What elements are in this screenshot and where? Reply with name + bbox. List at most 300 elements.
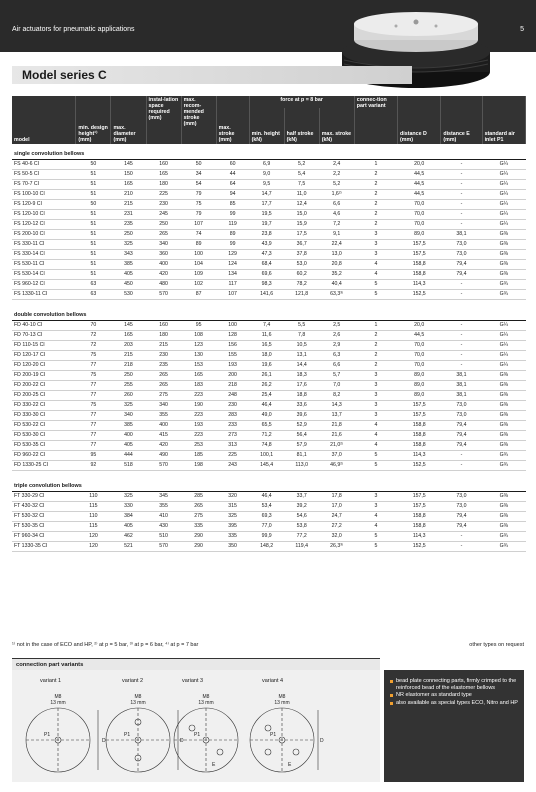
col-header-4: max. recom-mended stroke (mm) (181, 96, 216, 144)
table-cell: 25,4 (249, 390, 284, 400)
table-cell: 68,4 (249, 259, 284, 269)
connection-parts-title-bar (12, 658, 380, 670)
table-cell: 63 (76, 279, 111, 289)
table-cell: FS 200-10 CI (12, 229, 76, 239)
table-cell: FD 530-30 CI (12, 430, 76, 440)
table-cell: 2 (354, 219, 397, 229)
table-cell: 145 (111, 320, 146, 330)
table-cell: - (441, 531, 482, 541)
table-cell: 70,0 (398, 340, 441, 350)
table-cell: 54 (181, 179, 216, 189)
table-cell: FD 530-35 CI (12, 440, 76, 450)
table-cell: FS 330-11 CI (12, 239, 76, 249)
table-cell: 5 (354, 289, 397, 299)
table-cell: FS 960-12 CI (12, 279, 76, 289)
table-cell: 22,4 (319, 239, 354, 249)
table-cell: 107 (181, 219, 216, 229)
table-cell: 157,5 (398, 501, 441, 511)
table-row (12, 380, 526, 390)
table-cell: 8,2 (319, 390, 354, 400)
table-cell: 198 (181, 460, 216, 470)
table-cell: 190 (181, 400, 216, 410)
table-cell: 23,8 (249, 229, 284, 239)
table-cell: 70,0 (398, 199, 441, 209)
table-cell: 64 (216, 179, 249, 189)
table-cell: 223 (181, 410, 216, 420)
table-cell: G¼ (482, 199, 525, 209)
table-cell: 235 (146, 360, 181, 370)
table-cell: 225 (146, 189, 181, 199)
table-cell: 54,6 (284, 511, 319, 521)
table-cell: 400 (146, 420, 181, 430)
table-cell: 2,4 (319, 159, 354, 169)
table-cell: 13,1 (284, 350, 319, 360)
table-cell: 74,8 (249, 440, 284, 450)
table-cell: 5,2 (284, 159, 319, 169)
table-cell: 100 (216, 320, 249, 330)
table-cell: 165 (111, 330, 146, 340)
table-cell: 51 (76, 189, 111, 199)
table-cell: 400 (146, 259, 181, 269)
table-cell: 77 (76, 440, 111, 450)
table-row (12, 460, 526, 470)
table-cell: 250 (111, 229, 146, 239)
table-cell: 4 (354, 259, 397, 269)
table-row (12, 501, 526, 511)
table-cell: 36,7 (284, 239, 319, 249)
table-cell: 117 (216, 279, 249, 289)
table-cell: G⅜ (482, 511, 525, 521)
table-cell: 60,2 (284, 269, 319, 279)
table-cell: 43,9 (249, 239, 284, 249)
table-cell: 3 (354, 491, 397, 501)
table-header-row-2 (12, 108, 526, 144)
table-cell: 51 (76, 219, 111, 229)
table-row (12, 450, 526, 460)
table-cell: 78,2 (284, 279, 319, 289)
table-cell: FD 1330-25 CI (12, 460, 76, 470)
table-cell: 450 (111, 279, 146, 289)
table-cell: 415 (146, 430, 181, 440)
table-cell: 53,0 (284, 259, 319, 269)
table-cell: G⅜ (482, 380, 525, 390)
table-cell: 51 (76, 239, 111, 249)
table-cell: 35,2 (319, 269, 354, 279)
table-cell: - (441, 179, 482, 189)
table-cell: 405 (111, 440, 146, 450)
table-cell: G¼ (482, 189, 525, 199)
table-cell: 183 (181, 380, 216, 390)
table-cell: 3 (354, 249, 397, 259)
variant-3-e: E (212, 762, 216, 768)
table-cell: 490 (146, 450, 181, 460)
series-title: Model series C (22, 68, 107, 82)
section-title: single convolution bellows (12, 144, 526, 159)
table-cell: 385 (111, 259, 146, 269)
table-cell: G⅜ (482, 501, 525, 511)
table-cell: 158,8 (398, 269, 441, 279)
table-cell: 157,5 (398, 491, 441, 501)
table-cell: 19,5 (249, 209, 284, 219)
table-cell: 94 (216, 189, 249, 199)
table-cell: 155 (216, 350, 249, 360)
table-cell: 265 (146, 229, 181, 239)
table-cell: 15,9 (284, 219, 319, 229)
table-cell: 215 (111, 350, 146, 360)
table-cell: 400 (111, 430, 146, 440)
table-cell: 129 (216, 249, 249, 259)
table-cell: 6,6 (319, 199, 354, 209)
table-row (12, 410, 526, 420)
table-cell: 4 (354, 440, 397, 450)
table-cell: 104 (181, 259, 216, 269)
table-cell: 17,0 (319, 501, 354, 511)
section-header-row (12, 305, 526, 320)
table-cell: G⅜ (482, 400, 525, 410)
table-cell: - (441, 360, 482, 370)
table-cell: 79,4 (441, 521, 482, 531)
table-cell: 2 (354, 199, 397, 209)
table-cell: 193 (181, 420, 216, 430)
table-cell: - (441, 541, 482, 551)
table-cell: 81,1 (284, 450, 319, 460)
table-cell: FT 530-32 CI (12, 511, 76, 521)
other-types-note: other types on request (469, 642, 524, 648)
variant-3-d: D (180, 738, 184, 744)
variant-2-thread: M8 (134, 694, 142, 700)
table-cell: 73,0 (441, 400, 482, 410)
table-cell: 119 (216, 219, 249, 229)
table-cell: 89,0 (398, 370, 441, 380)
table-cell: 19,6 (249, 360, 284, 370)
table-cell: 75 (76, 400, 111, 410)
table-cell: 44,5 (398, 169, 441, 179)
page-number: 5 (520, 26, 524, 33)
table-cell: 180 (146, 330, 181, 340)
table-cell: 34 (181, 169, 216, 179)
table-cell: 570 (146, 541, 181, 551)
table-cell: 245 (146, 209, 181, 219)
table-cell: 158,8 (398, 430, 441, 440)
table-cell: 77 (76, 390, 111, 400)
table-cell: 2,2 (319, 169, 354, 179)
variant-3-label: variant 3 (182, 678, 204, 684)
table-cell: 65,5 (249, 420, 284, 430)
table-cell: 89,0 (398, 380, 441, 390)
table-cell: FD 960-22 CI (12, 450, 76, 460)
table-row (12, 320, 526, 330)
table-cell: - (441, 219, 482, 229)
table-cell: - (441, 450, 482, 460)
table-cell: 225 (216, 450, 249, 460)
table-cell: 215 (111, 199, 146, 209)
table-cell: 165 (111, 179, 146, 189)
table-cell: - (441, 279, 482, 289)
table-cell: 70 (76, 320, 111, 330)
table-cell: G¾ (482, 279, 525, 289)
table-cell: 3 (354, 501, 397, 511)
table-cell: 420 (146, 440, 181, 450)
table-cell: 156 (216, 340, 249, 350)
table-row (12, 340, 526, 350)
table-cell: 124 (216, 259, 249, 269)
table-cell: 44 (216, 169, 249, 179)
table-cell: 95 (76, 450, 111, 460)
table-cell: 275 (146, 390, 181, 400)
table-cell: 6,9 (249, 159, 284, 169)
table-cell: 72 (76, 340, 111, 350)
table-cell: 231 (111, 209, 146, 219)
table-cell: 79 (181, 209, 216, 219)
table-cell: 12,4 (284, 199, 319, 209)
table-cell: 37,8 (284, 249, 319, 259)
table-cell: 119,4 (284, 541, 319, 551)
table-cell: 46,4 (249, 491, 284, 501)
table-cell: 71,2 (249, 430, 284, 440)
table-cell: 350 (216, 541, 249, 551)
table-cell: 32,0 (319, 531, 354, 541)
col-header-3: instal-lation space required (mm) (146, 96, 181, 144)
table-row (12, 239, 526, 249)
table-cell: G¾ (482, 460, 525, 470)
table-cell: FS 40-6 CI (12, 159, 76, 169)
table-cell: FD 200-25 CI (12, 390, 76, 400)
table-cell: 265 (146, 380, 181, 390)
table-cell: 4 (354, 521, 397, 531)
table-cell: 444 (111, 450, 146, 460)
table-cell: 114,3 (398, 531, 441, 541)
table-cell: G⅜ (482, 249, 525, 259)
variant-1-p1: P1 (44, 732, 51, 738)
table-cell: 355 (146, 501, 181, 511)
col-header-12: standard air inlet P1 (482, 108, 525, 144)
table-cell: 74 (181, 229, 216, 239)
table-cell: 110 (76, 491, 111, 501)
table-cell: 5 (354, 450, 397, 460)
table-row (12, 249, 526, 259)
col-header-5: max. stroke (mm) (216, 108, 249, 144)
table-cell: 85 (216, 199, 249, 209)
table-cell: 290 (181, 541, 216, 551)
table-cell: 92 (76, 460, 111, 470)
table-cell: 9,0 (249, 169, 284, 179)
table-cell: FT 530-35 CI (12, 521, 76, 531)
variant-3-depth: 13 mm (198, 700, 214, 706)
table-cell: 152,5 (398, 541, 441, 551)
table-cell: - (441, 330, 482, 340)
note-item-1: NR elastomer as standard type (390, 692, 518, 699)
table-cell: G¼ (482, 340, 525, 350)
table-cell: 44,5 (398, 330, 441, 340)
table-cell: 26,1 (249, 370, 284, 380)
table-cell: FS 50-5 CI (12, 169, 76, 179)
table-cell: 123 (181, 340, 216, 350)
table-cell: FS 120-9 CI (12, 199, 76, 209)
table-row (12, 350, 526, 360)
table-cell: 4,6 (319, 209, 354, 219)
table-cell: 13,0 (319, 249, 354, 259)
table-cell: 158,8 (398, 521, 441, 531)
table-cell: 9,1 (319, 229, 354, 239)
table-cell: 100,1 (249, 450, 284, 460)
table-row (12, 370, 526, 380)
table-row (12, 289, 526, 299)
table-cell: 5 (354, 279, 397, 289)
table-cell: 18,0 (249, 350, 284, 360)
table-cell: 405 (111, 269, 146, 279)
table-cell: 285 (181, 491, 216, 501)
table-cell: 218 (111, 360, 146, 370)
table-row (12, 229, 526, 239)
table-cell: 335 (181, 521, 216, 531)
table-cell: G⅜ (482, 430, 525, 440)
table-cell: 145 (111, 159, 146, 169)
table-cell: 320 (216, 491, 249, 501)
table-cell: 21,0²⁾ (319, 440, 354, 450)
table-cell: 157,5 (398, 249, 441, 259)
table-cell: 7,4 (249, 320, 284, 330)
col-header-0: model (12, 108, 76, 144)
col-header-9: connec-tion part variant (354, 96, 397, 144)
table-cell: 7,2 (319, 219, 354, 229)
table-cell: 44,5 (398, 189, 441, 199)
table-cell: FD 70-13 CI (12, 330, 76, 340)
table-cell: G¾ (482, 541, 525, 551)
table-cell: 114,3 (398, 279, 441, 289)
table-cell: G¼ (482, 330, 525, 340)
variant-4-p1: P1 (270, 732, 277, 738)
table-cell: 420 (146, 269, 181, 279)
col-header-2: max. diameter (mm) (111, 108, 146, 144)
table-cell: 63 (76, 289, 111, 299)
table-cell: 77 (76, 410, 111, 420)
table-row (12, 531, 526, 541)
table-cell: 340 (146, 400, 181, 410)
table-cell: G¼ (482, 179, 525, 189)
table-cell: 273 (216, 430, 249, 440)
table-cell: G⅜ (482, 239, 525, 249)
table-cell: 79,4 (441, 420, 482, 430)
table-cell: 73,0 (441, 501, 482, 511)
table-cell: 5,2 (319, 179, 354, 189)
col-header-10: distance D (mm) (398, 108, 441, 144)
table-cell: 51 (76, 259, 111, 269)
table-cell: 14,4 (284, 360, 319, 370)
section-header-row (12, 144, 526, 159)
table-cell: 152,5 (398, 460, 441, 470)
table-cell: 260 (111, 390, 146, 400)
col-header-11: distance E (mm) (441, 108, 482, 144)
table-cell: 330 (111, 501, 146, 511)
table-cell: FS 100-10 CI (12, 189, 76, 199)
table-cell: FD 330-30 CI (12, 410, 76, 420)
table-cell: 180 (146, 179, 181, 189)
connection-parts-diagram (12, 670, 380, 782)
table-row (12, 269, 526, 279)
table-cell: 24,7 (319, 511, 354, 521)
table-cell: 79 (181, 189, 216, 199)
table-cell: 108 (181, 330, 216, 340)
table-cell: 21,6 (319, 430, 354, 440)
table-row (12, 169, 526, 179)
table-cell: 521 (111, 541, 146, 551)
table-cell: 384 (111, 511, 146, 521)
table-cell: 2 (354, 330, 397, 340)
table-cell: 275 (181, 511, 216, 521)
table-cell: 255 (111, 380, 146, 390)
table-cell: 38,1 (441, 229, 482, 239)
table-cell: 230 (146, 350, 181, 360)
table-cell: 18,8 (284, 390, 319, 400)
table-cell: G⅜ (482, 410, 525, 420)
table-cell: 89 (216, 229, 249, 239)
variant-4-d: D (320, 738, 324, 744)
table-cell: 120 (76, 531, 111, 541)
table-cell: FS 1330-11 CI (12, 289, 76, 299)
col-header-1: min. design height¹⁾ (mm) (76, 108, 111, 144)
table-cell: 325 (111, 491, 146, 501)
table-cell: 1,6²⁾ (319, 189, 354, 199)
table-cell: 46,4 (249, 400, 284, 410)
variant-1-label: variant 1 (40, 678, 62, 684)
table-cell: 150 (111, 169, 146, 179)
table-row (12, 440, 526, 450)
table-cell: 27,2 (319, 521, 354, 531)
table-cell: 53,4 (249, 501, 284, 511)
variant-1-depth: 13 mm (50, 700, 66, 706)
table-cell: 14,3 (319, 400, 354, 410)
table-cell: 49,0 (249, 410, 284, 420)
table-cell: 109 (181, 269, 216, 279)
table-cell: FS 120-10 CI (12, 209, 76, 219)
table-cell: 53,8 (284, 521, 319, 531)
table-cell: 340 (146, 239, 181, 249)
table-cell: 185 (181, 450, 216, 460)
table-cell: G⅜ (482, 420, 525, 430)
table-cell: 160 (146, 159, 181, 169)
table-cell: - (441, 169, 482, 179)
table-cell: 345 (146, 491, 181, 501)
table-cell: G¾ (482, 531, 525, 541)
table-cell: 265 (181, 501, 216, 511)
table-cell: 33,6 (284, 400, 319, 410)
table-cell: 56,4 (284, 430, 319, 440)
table-cell: 325 (216, 511, 249, 521)
table-cell: 405 (111, 521, 146, 531)
table-cell: 115 (76, 501, 111, 511)
table-cell: 153 (181, 360, 216, 370)
table-cell: G⅜ (482, 390, 525, 400)
table-cell: - (441, 289, 482, 299)
force-group-header: force at p = 8 bar (249, 96, 354, 108)
table-cell: 6,6 (319, 360, 354, 370)
col-header-6: min. height (kN) (249, 108, 284, 144)
table-cell: 51 (76, 179, 111, 189)
footnote: ¹⁾ not in the case of ECO and HP, ²⁾ at p = 5 bar, ³⁾ at p = 6 bar, ⁴⁾ at p = 7 bar (12, 642, 199, 648)
table-cell: - (441, 350, 482, 360)
table-cell: 518 (111, 460, 146, 470)
table-cell: 37,0 (319, 450, 354, 460)
table-row (12, 521, 526, 531)
table-cell: 4 (354, 430, 397, 440)
table-cell: 243 (216, 460, 249, 470)
table-cell: 107 (216, 289, 249, 299)
table-cell: 79,4 (441, 440, 482, 450)
table-cell: 4 (354, 511, 397, 521)
table-cell: 63,3³⁾ (319, 289, 354, 299)
table-cell: 128 (216, 330, 249, 340)
table-cell: 145,4 (249, 460, 284, 470)
